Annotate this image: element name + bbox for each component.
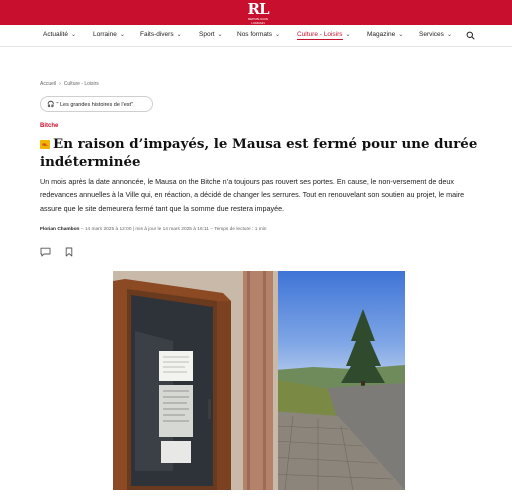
bookmark-icon[interactable] (65, 247, 73, 257)
chevron-down-icon: ⌄ (398, 32, 404, 38)
building-door-photo (113, 271, 405, 490)
logo-subtext: REPUBLICAIN LORRAIN (247, 17, 268, 25)
published-date: 14 mars 2025 à 12:00 (84, 227, 132, 232)
nav-item-lorraine[interactable]: Lorraine ⌄ (93, 31, 125, 38)
site-header (0, 0, 512, 25)
chevron-down-icon: ⌄ (176, 32, 182, 38)
site-logo[interactable] (241, 1, 275, 23)
nav-item-culture-loisirs[interactable]: Culture - Loisirs ⌄ (297, 31, 351, 38)
chevron-down-icon: ⌄ (345, 32, 351, 38)
nav-item-nos-formats[interactable]: Nos formats ⌄ (237, 31, 281, 38)
podcast-pill[interactable] (40, 96, 153, 112)
article-section[interactable]: Bitche (40, 123, 59, 129)
breadcrumb (40, 81, 99, 87)
byline-separator: – (210, 227, 215, 232)
article-byline (40, 227, 266, 232)
search-icon[interactable] (466, 31, 475, 40)
podcast-pill-label: " Les grandes histoires de l'est" (56, 102, 133, 108)
chevron-down-icon: ⌄ (275, 32, 281, 38)
chevron-down-icon: ⌄ (446, 32, 452, 38)
byline-separator: – (80, 227, 85, 232)
main-nav (0, 25, 512, 47)
article-lead: Un mois après la date annoncée, le Mausa on the Bitche n’a toujours pas rouvert ses portes. En cause, le non-versement de deux redevances annuelles à la Ville qui, en réaction, a décidé de changer les serrures. Tout en renouvelant son soutien au projet, le maire assure que le site demeurera fermé tant que la somme due restera impayée. (40, 177, 465, 213)
rl-plus-badge: RL (40, 140, 50, 149)
chevron-down-icon: ⌄ (119, 32, 125, 38)
article-title (40, 135, 480, 171)
breadcrumb-home[interactable]: Accueil (40, 81, 57, 87)
chevron-down-icon: ⌄ (70, 32, 76, 38)
nav-item-sport[interactable]: Sport ⌄ (199, 31, 223, 38)
nav-item-faits-divers[interactable]: Faits-divers ⌄ (140, 31, 182, 38)
article-photo (113, 271, 405, 490)
chevron-down-icon: ⌄ (217, 32, 223, 38)
nav-item-actualite[interactable]: Actualité ⌄ (43, 31, 76, 38)
updated-date: mis à jour le 14 mars 2025 à 16:11 (135, 227, 209, 232)
byline-separator: | (132, 227, 136, 232)
nav-item-magazine[interactable]: Magazine ⌄ (367, 31, 404, 38)
breadcrumb-separator: › (59, 81, 61, 87)
reading-time: Temps de lecture : 1 min (214, 227, 267, 232)
article-title-text: En raison d’impayés, le Mausa est fermé pour une durée indéterminée (40, 136, 478, 170)
author-name[interactable]: Florian Chambon (40, 227, 80, 232)
comment-icon[interactable] (40, 247, 51, 257)
logo-text: RL (247, 0, 269, 18)
nav-item-services[interactable]: Services ⌄ (419, 31, 452, 38)
headphones-icon: 🎧 (47, 102, 55, 108)
breadcrumb-current[interactable]: Culture - Loisirs (63, 81, 99, 87)
